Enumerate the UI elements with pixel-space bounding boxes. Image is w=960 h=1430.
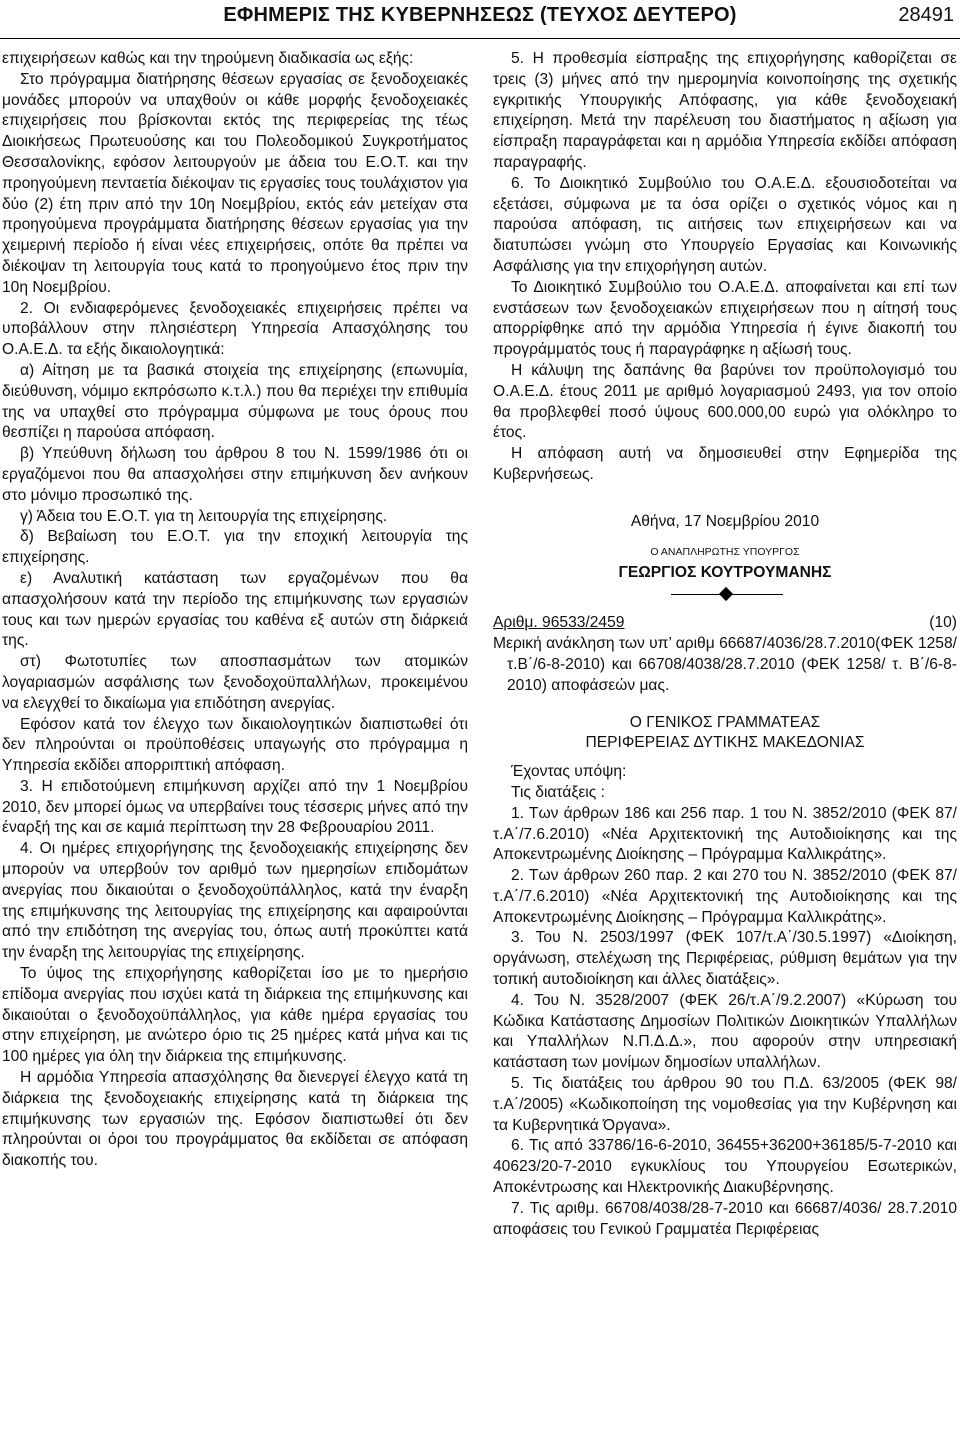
decision-index: (10) bbox=[929, 614, 957, 632]
paragraph: στ) Φωτοτυπίες των αποσπασμάτων των ατομικών λογαριασμών ασφάλισης των ξενοδοχοϋπαλλήλων, προκειμένου να ελεγχθεί το δικαίωμα για επιδότηση ανεργίας. bbox=[2, 653, 468, 712]
paragraph: επιχειρήσεων καθώς και την τηρούμενη διαδικασία ως εξής: bbox=[2, 50, 414, 67]
paragraph: Η απόφαση αυτή να δημοσιευθεί στην Εφημερίδα της Κυβερνήσεως. bbox=[493, 445, 957, 483]
paragraph: Η κάλυψη της δαπάνης θα βαρύνει τον προϋπολογισμό του Ο.Α.Ε.Δ. έτους 2011 με αριθμό λογαριασμού 2493, για τον οποίο θα προβλεφθεί ποσό ύψους 600.000,00 ευρώ για ολόκληρο το έτος. bbox=[493, 361, 957, 442]
provisions-intro: Τις διατάξεις : bbox=[511, 783, 605, 801]
date-line: Αθήνα, 17 Νοεμβρίου 2010 bbox=[630, 512, 820, 530]
issuer-heading-2: ΠΕΡΙΦΕΡΕΙΑΣ ΔΥΤΙΚΗΣ ΜΑΚΕΔΟΝΙΑΣ bbox=[585, 734, 865, 752]
paragraph: 4. Οι ημέρες επιχορήγησης της ξενοδοχειακής επιχείρησης δεν μπορούν να υπερβούν τον αριθμό των ημερησίων επιδομάτων ανεργίας που δικαιούται ο ξενοδοχοϋπάλληλος, κατά την έναρξη της επιμήκυνσης της λειτουργίας της επιχείρησης και αφαιρούνται από την επιδότηση της ανεργίας του, όπως αυτή προκύπτει κατά την έναρξη της λειτουργίας της επιχείρησης. bbox=[2, 840, 468, 962]
decision-number: Αριθμ. 96533/2459 bbox=[493, 614, 625, 632]
paragraph: Η αρμόδια Υπηρεσία απασχόλησης θα διενεργεί έλεγχο κατά τη διάρκεια της ξενοδοχειακής επιχείρησης κατά τη διάρκεια της επιμήκυνσης των εργασιών της. Εφόσον διαπιστωθεί ότι δεν πληρούνται οι όροι του προγράμματος θα εκδίδεται σε απόφαση διακοπής του. bbox=[2, 1069, 468, 1170]
provision-item: 4. Του Ν. 3528/2007 (ΦΕΚ 26/τ.Α΄/9.2.2007) «Κύρωση του Κώδικα Κατάστασης Δημοσίων Πολιτικών Διοικητικών Υπαλλήλων και Υπαλλήλων Ν.Π.Δ.Δ.», που αφορούν στην υπηρεσιακή κατάσταση των μονίμων δημοσίων υπαλλήλων. bbox=[493, 991, 957, 1072]
decision-subject bbox=[493, 634, 957, 696]
diamond-icon bbox=[719, 587, 733, 601]
paragraph: Το ύψος της επιχορήγησης καθορίζεται ίσο με το ημερήσιο επίδομα ανεργίας που ισχύει κατά τη διάρκεια της επιμήκυνσης και δικαιούται ο ξενοδοχοϋπάλληλος, για κάθε ημέρα εργασίας του στην επιχείρηση, με ανώτερο όριο τις 25 ημέρες κατά μήνα και τις 100 ημέρες για όλη την διάρκεια της επιμήκυνσης. bbox=[2, 965, 468, 1066]
page-header bbox=[0, 0, 960, 39]
provision-item: 2. Των άρθρων 260 παρ. 2 και 270 του Ν. 3852/2010 (ΦΕΚ 87/τ.Α΄/7.6.2010) «Νέα Αρχιτεκτονική της Αυτοδιοίκησης και της Αποκεντρωμένης Διοίκησης – Πρόγραμμα Καλλικράτης». bbox=[493, 867, 957, 926]
paragraph: γ) Άδεια του Ε.Ο.Τ. για τη λειτουργία της επιχείρησης. bbox=[20, 507, 388, 525]
paragraph: Το Διοικητικό Συμβούλιο του Ο.Α.Ε.Δ. αποφαίνεται και επί των ενστάσεων των ξενοδοχειακών επιχειρήσεων που η αίτησή τους απορρίφθηκε από την αρμόδια Υπηρεσία ή έγινε διακοπή του προγράμματός τους ή παραγράφηκε η αξίωσή τους. bbox=[493, 278, 957, 359]
gazette-title: ΕΦΗΜΕΡΙΣ ΤΗΣ ΚΥΒΕΡΝΗΣΕΩΣ (ΤΕΥΧΟΣ ΔΕΥΤΕΡΟ) bbox=[223, 4, 737, 26]
paragraph: α) Αίτηση με τα βασικά στοιχεία της επιχείρησης (επωνυμία, διεύθυνση, νόμιμο εκπρόσωπο κ.τ.λ.) που θα περιέχει την επιθυμία της να υπαχθεί στο πρόγραμμα σύμφωνα με τους όρους που θεσπίζει η παρούσα απόφαση. bbox=[2, 361, 468, 442]
paragraph: 2. Οι ενδιαφερόμενες ξενοδοχειακές επιχειρήσεις πρέπει να υποβάλλουν στην πλησιέστερη Υπηρεσία Απασχόλησης του Ο.Α.Ε.Δ. τα εξής δικαιολογητικά: bbox=[2, 299, 468, 359]
left-column bbox=[2, 49, 468, 1172]
provision-item: 1. Των άρθρων 186 και 256 παρ. 1 του Ν. 3852/2010 (ΦΕΚ 87/τ.Α΄/7.6.2010) «Νέα Αρχιτεκτονική της Αυτοδιοίκησης και της Αποκεντρωμένης Διοίκησης – Πρόγραμμα Καλλικράτης». bbox=[493, 804, 957, 864]
paragraph: 5. Η προθεσμία είσπραξης της επιχορήγησης καθορίζεται σε τρεις (3) μήνες από την ημερομηνία κοινοποίησης της σχετικής εγκριτικής Υπουργικής Απόφασης, για κάθε ξενοδοχειακή επιχείρηση. Μετά την παρέλευση του διαστήματος η αξίωση για είσπραξη παραγράφεται και η αρμόδια Υπηρεσία εκδίδει απόφαση παραγραφής. bbox=[493, 50, 957, 171]
paragraph: δ) Βεβαίωση του Ε.Ο.Τ. για την εποχική λειτουργία της επιχείρησης. bbox=[2, 528, 468, 567]
minister-title: Ο ΑΝΑΠΛΗΡΩΤΗΣ ΥΠΟΥΡΓΟΣ bbox=[650, 545, 800, 558]
provision-item: 3. Του Ν. 2503/1997 (ΦΕΚ 107/τ.Α΄/30.5.1997) «Διοίκηση, οργάνωση, στελέχωση της Περιφέρειας, ρύθμιση θεμάτων για την τοπική αυτοδιοίκηση και άλλες διατάξεις». bbox=[493, 929, 957, 989]
section-separator bbox=[493, 585, 957, 603]
paragraph: 3. Η επιδοτούμενη επιμήκυνση αρχίζει από την 1 Νοεμβρίου 2010, δεν μπορεί όμως να υπερβαίνει τους τέσσερις μήνες από την έναρξή της και σε καμιά περίπτωση την 28 Φεβρουαρίου 2011. bbox=[2, 777, 468, 837]
having-regard: Έχοντας υπόψη: bbox=[511, 763, 627, 781]
minister-name: ΓΕΩΡΓΙΟΣ ΚΟΥΤΡΟΥΜΑΝΗΣ bbox=[618, 563, 832, 581]
paragraph: Εφόσον κατά τον έλεγχο των δικαιολογητικών διαπιστωθεί ότι δεν πληρούνται οι προϋποθέσεις υπαγωγής στο πρόγραμμα η Υπηρεσία εκδίδει απορριπτική απόφαση. bbox=[2, 715, 468, 775]
provision-item: 7. Τις αριθμ. 66708/4038/28-7-2010 και 66687/4036/ 28.7.2010 αποφάσεις του Γενικού Γραμματέα Περιφέρειας bbox=[493, 1199, 957, 1238]
provision-item: 5. Τις διατάξεις του άρθρου 90 του Π.Δ. 63/2005 (ΦΕΚ 98/ τ.Α΄/2005) «Κωδικοποίηση της νομοθεσίας για την Κυβέρνηση και τα Κυβερνητικά Όργανα». bbox=[493, 1075, 957, 1134]
decision-subject-text: Μερική ανάκληση των υπ’ αριθμ 66687/4036/28.7.2010(ΦΕΚ 1258/τ.Β΄/6-8-2010) και 66708/4038/28.7.2010 (ΦΕΚ 1258/ τ. Β΄/6-8-2010) αποφάσεών μας. bbox=[493, 635, 957, 694]
decision-header bbox=[493, 613, 957, 634]
paragraph: β) Υπεύθυνη δήλωση του άρθρου 8 του Ν. 1599/1986 ότι οι εργαζόμενοι που θα απασχολήσει στην επιμήκυνση δεν ανήκουν στο μόνιμο προσωπικό της. bbox=[2, 445, 468, 504]
provision-item: 6. Τις από 33786/16-6-2010, 36455+36200+36185/5-7-2010 και 40623/20-7-2010 εγκυκλίους του Υπουργείου Εσωτερικών, Αποκέντρωσης και Ηλεκτρονικής Διακυβέρνησης. bbox=[493, 1137, 957, 1197]
paragraph: ε) Αναλυτική κατάσταση των εργαζομένων που θα απασχολήσουν κατά την περίοδο της επιμήκυνσης των εργασιών τους και των ημερών εργασίας του καθένα εξ αυτών στη διάρκειά της. bbox=[2, 569, 468, 650]
page-number: 28491 bbox=[898, 4, 954, 26]
paragraph: 6. Το Διοικητικό Συμβούλιο του Ο.Α.Ε.Δ. εξουσιοδοτείται να εξετάσει, σύμφωνα με τα όσα ορίζει ο σχετικός νόμος και η παρούσα απόφαση, τις αιτήσεις των επιχειρήσεων και να διατυπώσει γνώμη στο Υπουργείο Εργασίας και Κοινωνικής Ασφάλισης για την επιχορήγηση αυτών. bbox=[493, 174, 957, 275]
issuer-heading-1: Ο ΓΕΝΙΚΟΣ ΓΡΑΜΜΑΤΕΑΣ bbox=[629, 713, 821, 731]
paragraph: Στο πρόγραμμα διατήρησης θέσεων εργασίας σε ξενοδοχειακές μονάδες μπορούν να υπαχθούν οι κάθε μορφής ξενοδοχειακές επιχειρήσεις που βρίσκονται εκτός της περιφερείας της τέως Διοικήσεως Πρωτευούσης και του Πολεοδομικού Συγκροτήματος Θεσσαλονίκης, εφόσον λειτουργούν με άδεια του Ε.Ο.Τ. και την προηγούμενη πενταετία διέκοψαν τις εργασίες τους τουλάχιστον για δύο (2) έτη πριν από την 10η Νοεμβρίου, εκτός εάν μετείχαν στα προηγούμενα προγράμματα διατήρησης θέσεων εργασίας για την χειμερινή περίοδο ή είναι νέες επιχειρήσεις, οπότε θα πρέπει να διέκοψαν τη λειτουργία τους κατά το προηγούμενο έτος πριν την 10η Νοεμβρίου. bbox=[2, 70, 468, 296]
right-column bbox=[493, 49, 957, 1240]
